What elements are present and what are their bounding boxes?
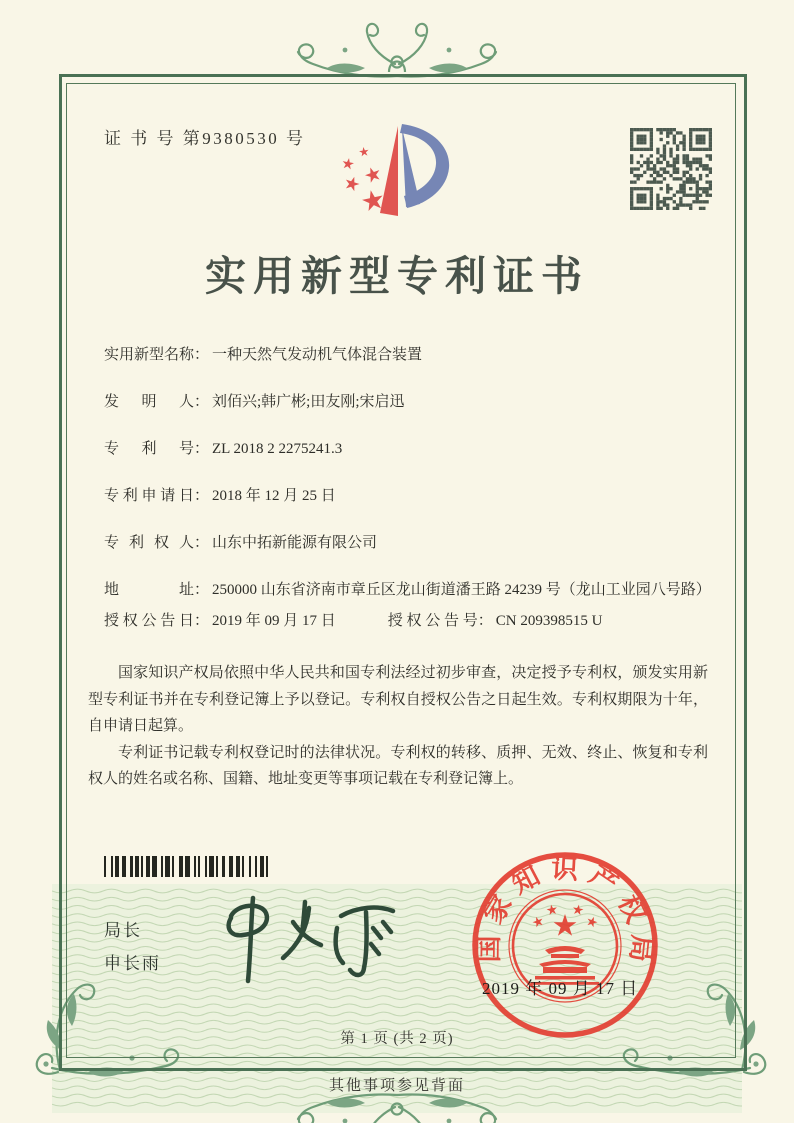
- grant-date-pair: 授权公告日 ： 2019 年 09 月 17 日: [104, 610, 336, 632]
- field-label: 地址: [104, 582, 194, 598]
- field-value: 2019 年 09 月 17 日: [212, 613, 336, 629]
- qr-code: [630, 128, 712, 210]
- commissioner-signature: [215, 886, 415, 991]
- legal-paragraph: 专利证书记载专利权登记时的法律状况。专利权的转移、质押、无效、终止、恢复和专利权人的姓名或名称、国籍、地址变更等事项记载在专利登记簿上。: [88, 744, 708, 787]
- field-row-grant: [104, 610, 704, 632]
- field-value: 250000 山东省济南市章丘区龙山街道潘王路 24239 号（龙山工业园八号路）: [212, 582, 711, 598]
- field-label: 专利权人: [104, 535, 194, 551]
- seal-date: 2019 年 09 月 17 日: [482, 979, 639, 998]
- page-number: 第 1 页 (共 2 页): [340, 1031, 454, 1047]
- field-row-utility-model-name: 实用新型名称 ： 一种天然气发动机气体混合装置: [104, 344, 704, 366]
- legal-paragraph: 国家知识产权局依照中华人民共和国专利法经过初步审查，决定授予专利权，颁发实用新型专利证书并在专利登记簿上予以登记。专利权自授权公告之日起生效。专利权期限为十年，自申请日起算。: [88, 665, 708, 734]
- official-seal: [468, 848, 663, 1043]
- certificate-title: 实用新型专利证书: [205, 253, 589, 299]
- field-label: 专利号: [104, 441, 194, 457]
- field-value: 一种天然气发动机气体混合装置: [212, 347, 423, 363]
- field-row-patentee: 专利权人 ： 山东中拓新能源有限公司: [104, 532, 704, 554]
- field-value: ZL 2018 2 2275241.3: [212, 441, 343, 457]
- barcode: [104, 856, 304, 877]
- field-label: 授权公告号: [387, 613, 478, 629]
- field-row-filing-date: 专利申请日 ： 2018 年 12 月 25 日: [104, 485, 704, 507]
- field-value: CN 209398515 U: [495, 613, 603, 629]
- certificate-number: 证 书 号 第9380530 号: [104, 129, 306, 148]
- patent-fields: [104, 344, 711, 632]
- field-row-inventors: 发明人 ： 刘佰兴;韩广彬;田友刚;宋启迅: [104, 391, 704, 413]
- field-value: 2018 年 12 月 25 日: [212, 488, 336, 504]
- logo-red-wedge: [380, 126, 398, 216]
- signer-title: 局长: [104, 921, 142, 940]
- field-value: 山东中拓新能源有限公司: [212, 535, 378, 551]
- field-label: 实用新型名称: [104, 347, 195, 363]
- signer-block: [104, 914, 161, 980]
- field-value: 刘佰兴;韩广彬;田友刚;宋启迅: [212, 394, 405, 410]
- legal-paragraphs: [88, 660, 708, 793]
- field-label: 发明人: [104, 394, 194, 410]
- signer-name: 申长雨: [104, 954, 161, 973]
- field-label: 专利申请日: [104, 488, 194, 504]
- grant-number-pair: 授权公告号 ： CN 209398515 U: [388, 610, 603, 632]
- cnipa-logo: [336, 110, 464, 234]
- logo-blue-wedge: [402, 128, 420, 207]
- seal-organization-text: 国家知识产权局: [473, 853, 658, 973]
- field-row-patent-number: 专利号 ： ZL 2018 2 2275241.3: [104, 438, 704, 460]
- field-label: 授权公告日: [104, 613, 194, 629]
- logo-stars: [342, 146, 386, 211]
- back-side-note: 其他事项参见背面: [328, 1078, 465, 1094]
- field-row-address: 地址 ： 250000 山东省济南市章丘区龙山街道潘王路 24239 号（龙山工业园八号路）: [104, 579, 704, 601]
